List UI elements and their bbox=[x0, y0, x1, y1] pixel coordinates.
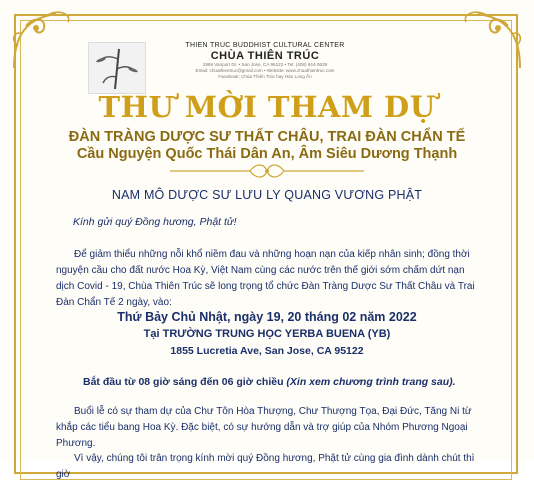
event-venue: Tại TRƯỜNG TRUNG HỌC YERBA BUENA (YB) bbox=[143, 328, 391, 340]
temple-logo bbox=[88, 42, 146, 94]
event-time bbox=[83, 376, 456, 388]
intro-paragraph: Để giảm thiểu những nỗi khổ niềm đau và những hoạn nạn của kiếp nhân sinh; đồng thời nguyện cầu cho đất nước Hoa Kỳ, Việt Nam cùng các nước trên thế giới sớm chấm dứt nạn dịch Covid - 19, Chùa Thiên Trúc sẽ long trọng tổ chức Đàn Tràng Dược Sư Thất Châu và Trai Đàn Chẩn Tế 2 ngày, vào: bbox=[56, 249, 475, 308]
closing-paragraph: Vì vậy, chúng tôi trân trọng kính mời quý Đồng hương, Phật tử cùng gia đình dành chút thì giờ bbox=[56, 453, 475, 480]
invocation-text: NAM MÔ DƯỢC SƯ LƯU LY QUANG VƯƠNG PHẬT bbox=[111, 188, 423, 202]
invitation-title: THƯ MỜI THAM DỰ bbox=[98, 90, 436, 124]
temple-name: CHÙA THIÊN TRÚC bbox=[210, 50, 320, 62]
ceremony-purpose: Cầu Nguyện Quốc Thái Dân An, Âm Siêu Dương Thạnh bbox=[76, 146, 458, 162]
temple-header bbox=[150, 42, 380, 80]
bamboo-icon bbox=[89, 43, 145, 93]
ceremony-name: ĐÀN TRÀNG DƯỢC SƯ THẤT CHÂU, TRAI ĐÀN CHẨN TẾ bbox=[68, 129, 466, 145]
event-date: Thứ Bảy Chủ Nhật, ngày 19, 20 tháng 02 năm 2022 bbox=[117, 310, 417, 324]
attendance-paragraph: Buổi lễ có sự tham dự của Chư Tôn Hòa Thượng, Chư Thượng Tọa, Đại Đức, Tăng Ni từ khắp các tiểu bang Hoa Kỳ. Đặc biệt, có sự hướng dẫn và trợ giúp của Nhóm Phương Ngoại Phương. bbox=[56, 406, 472, 449]
event-time-main: Bắt đầu từ 08 giờ sáng đến 06 giờ chiều bbox=[83, 376, 284, 388]
center-name: THIEN TRUC BUDDHIST CULTURAL CENTER bbox=[185, 42, 345, 49]
contact-facebook: Facebook: Chùa Thiên Trúc hay Hán Long Ấn bbox=[218, 74, 312, 79]
greeting-text: Kính gửi quý Đồng hương, Phật tử! bbox=[73, 216, 237, 228]
event-time-note: (Xin xem chương trình trang sau). bbox=[286, 376, 456, 388]
contact-address: 2999 Vanport Dr. • San Jose, CA 95122 • Tel: (408) 844-0639 bbox=[202, 62, 328, 67]
corner-ornament-icon bbox=[6, 6, 86, 76]
ornamental-divider-icon bbox=[160, 163, 374, 179]
event-address: 1855 Lucretia Ave, San Jose, CA 95122 bbox=[170, 345, 364, 357]
corner-ornament-icon bbox=[448, 6, 528, 76]
contact-web: Email: chuathientruc@gmail.com • Website: www.chuathientruc.com bbox=[195, 68, 335, 73]
